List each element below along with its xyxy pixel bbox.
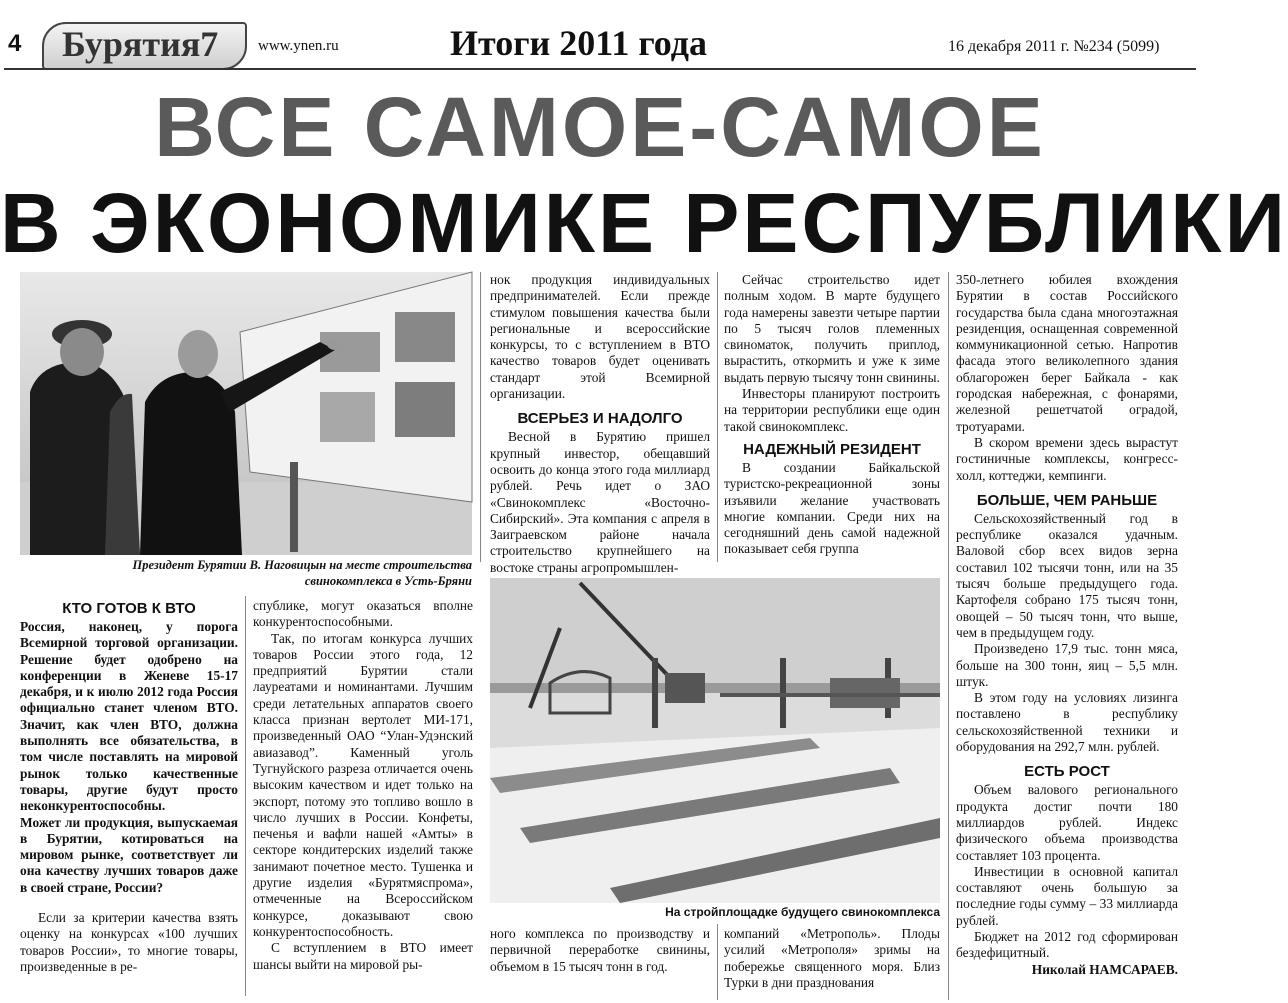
col2-paragraph2: Так, по итогам конкурса лучших товаров России этого года, 12 предприятий Бурятии стали лауреатами и номинантами. Лучшим среди летательных аппаратов своего класса признан вертолет МИ-171, произведенный ОАО “Улан-Удэнский авиазавод”. Каменный уголь Тугнуйского разреза отличается очень высоким качеством и идет только на экспорт, потому это топливо вошло в число лучших в России. Конфеты, печенья и вафли нашей «Амты» в секторе кондитерских изделий также занимают почетное место. Тушенка и другие изделия «Бурятмяспрома», отмеченные на Всероссийском конкурсе, доказывают свою конкурентоспособность.	[253, 630, 473, 939]
column-divider	[717, 272, 718, 562]
col4-paragraph3: В создании Байкальской туристско-рекреационной зоны изъявили желание участвовать многие компании. Среди них на сегодняшний день самой надежной показывает себя группа	[724, 459, 940, 557]
section-heading-resident: НАДЕЖНЫЙ РЕЗИДЕНТ	[743, 440, 921, 458]
column-agriculture	[956, 272, 1178, 1000]
section-heading-vto: КТО ГОТОВ К ВТО	[62, 600, 196, 617]
column-divider	[480, 272, 481, 562]
photo-president	[20, 272, 472, 555]
column-products	[253, 598, 473, 1000]
col2-paragraph3: С вступлением в ВТО имеет шансы выйти на мировой ры-	[253, 940, 473, 972]
col5-paragraph4: Произведено 17,9 тыс. тонн мяса, больше на 300 тонн, яиц – 5,5 млн. штук.	[956, 641, 1178, 689]
col5-paragraph6: Объем валового регионального продукта достиг почти 180 миллиардов рублей. Индекс физического объема производства составляет 103 процента.	[956, 782, 1178, 863]
col5-paragraph1: 350-летнего юбилея вхождения Бурятии в состав Российского государства была сдана многоэтажная резиденция, оснащенная современной коммуникационной сетью. Напротив фасада этого великолепного здания облагорожен берег Байкала - как городская набережная, с фонарями, железной решетчатой оградой, тротуарами.	[956, 272, 1178, 434]
site-url[interactable]: www.ynen.ru	[258, 38, 339, 54]
vto-lead2: Может ли продукция, выпускаемая в Бурятии, котироваться на мировом рынке, соответствует ли она качеству лучших товаров даже в своей стране, России?	[20, 814, 238, 895]
column-investor	[490, 272, 710, 575]
issue-date: 16 декабря 2011 г. №234 (5099)	[948, 38, 1160, 55]
caption-line1: Президент Бурятии В. Наговицын на месте строительства	[132, 558, 472, 572]
col5-paragraph5: В этом году на условиях лизинга поставлено в республику сельскохозяйственной техники и оборудования на 292,7 млн. рублей.	[956, 690, 1178, 755]
section-heading-agriculture: БОЛЬШЕ, ЧЕМ РАНЬШЕ	[976, 491, 1158, 509]
col5-paragraph7: Инвестиции в основной капитал составляют очень большую за последние годы сумму – 33 миллиарда рублей.	[956, 863, 1178, 928]
col4-paragraph4: компаний «Метрополь». Плоды усилий «Метрополя» зримы на побережье священного моря. Близ Турки в дни празднования	[724, 926, 940, 990]
newspaper-logo: Бурятия7	[42, 22, 247, 70]
col5-paragraph2: В скором времени здесь вырастут гостиничные комплексы, конгресс-холл, коттеджи, кемпинги.	[956, 434, 1178, 483]
col3-paragraph2: Весной в Бурятию пришел крупный инвестор, обещавший освоить до конца этого года миллиард рублей. Речь идет о ЗАО «Свинокомплекс «Восточно-Сибирский». Эта компания с апреля в Заиграевском районе начала строительство крупнейшего на востоке страны агропромышлен-	[490, 429, 710, 575]
caption-line2: свинокомплекса в Усть-Бряни	[304, 574, 472, 588]
column-divider	[948, 272, 949, 1000]
col5-paragraph8: Бюджет на 2012 год сформирован бездефицитный.	[956, 928, 1178, 961]
photo-construction-image	[490, 578, 940, 903]
section-heading-growth: ЕСТЬ РОСТ	[1024, 763, 1110, 781]
col2-paragraph1: спублике, могут оказаться вполне конкурентоспособными.	[253, 598, 473, 630]
headline-line2: В ЭКОНОМИКЕ РЕСПУБЛИКИ	[0, 176, 1288, 270]
col4-paragraph1: Сейчас строительство идет полным ходом. В марте будущего года намерены завезти четыре партии по 5 тысяч голов племенных свиноматок, получить приплод, вырастить, откормить и уже к зиме выдать первую тысячу тонн свинины.	[724, 272, 940, 385]
column-vto	[20, 596, 238, 1000]
photo-president-caption	[20, 557, 472, 589]
col4-paragraph2: Инвесторы планируют построить на территории республики еще один такой свинокомплекс.	[724, 386, 940, 434]
column-resident-continued	[724, 926, 940, 1002]
vto-paragraph1: Если за критерии качества взять оценку на конкурсах «100 лучших товаров России», то многие товары, произведенные в ре-	[20, 910, 238, 974]
section-heading-investor: ВСЕРЬЕЗ И НАДОЛГО	[517, 410, 683, 428]
photo-construction	[490, 578, 940, 903]
column-divider	[717, 924, 718, 1000]
col3-paragraph1: нок продукция индивидуальных предпринимателей. Если прежде стимулом повышения качества были региональные и всероссийские конкурсы, то с вступлением в ВТО качество товаров будет оценивать стандарт этой Всемирной организации.	[490, 272, 710, 402]
column-investor-continued	[490, 926, 710, 1002]
headline-line1: ВСЕ САМОЕ-САМОЕ	[154, 80, 1046, 174]
photo-president-image	[20, 272, 472, 555]
column-divider	[245, 596, 246, 996]
page-number: 4	[8, 30, 22, 57]
photo-construction-caption: На стройплощадке будущего свинокомплекса	[665, 905, 940, 919]
masthead-divider	[4, 68, 1196, 70]
col3-paragraph3: ного комплекса по производству и первичной переработке свинины, объемом в 15 тысяч тонн в год.	[490, 926, 710, 974]
col5-paragraph3: Сельскохозяйственный год в республике оказался удачным. Валовой сбор всех видов зерна составил 102 тысячи тонн, или на 35 тысяч больше предыдущего года. Картофеля собрано 175 тысяч тонн, овощей – 50 тысяч тонн, что выше, чем в предыдущем году.	[956, 510, 1178, 640]
vto-lead1: Россия, наконец, у порога Всемирной торговой организации. Решение будет одобрено на конференции в Женеве 15-17 декабря, и к июлю 2012 года Россия официально станет членом ВТО. Значит, как член ВТО, должна выполнять все обязательства, в том числе поставлять на мировой рынок только качественные товары, другие будут просто неконкурентоспособны.	[20, 619, 238, 814]
column-resident	[724, 272, 940, 564]
rubric-title: Итоги 2011 года	[450, 23, 707, 63]
author-signature: Николай НАМСАРАЕВ.	[1031, 961, 1178, 977]
